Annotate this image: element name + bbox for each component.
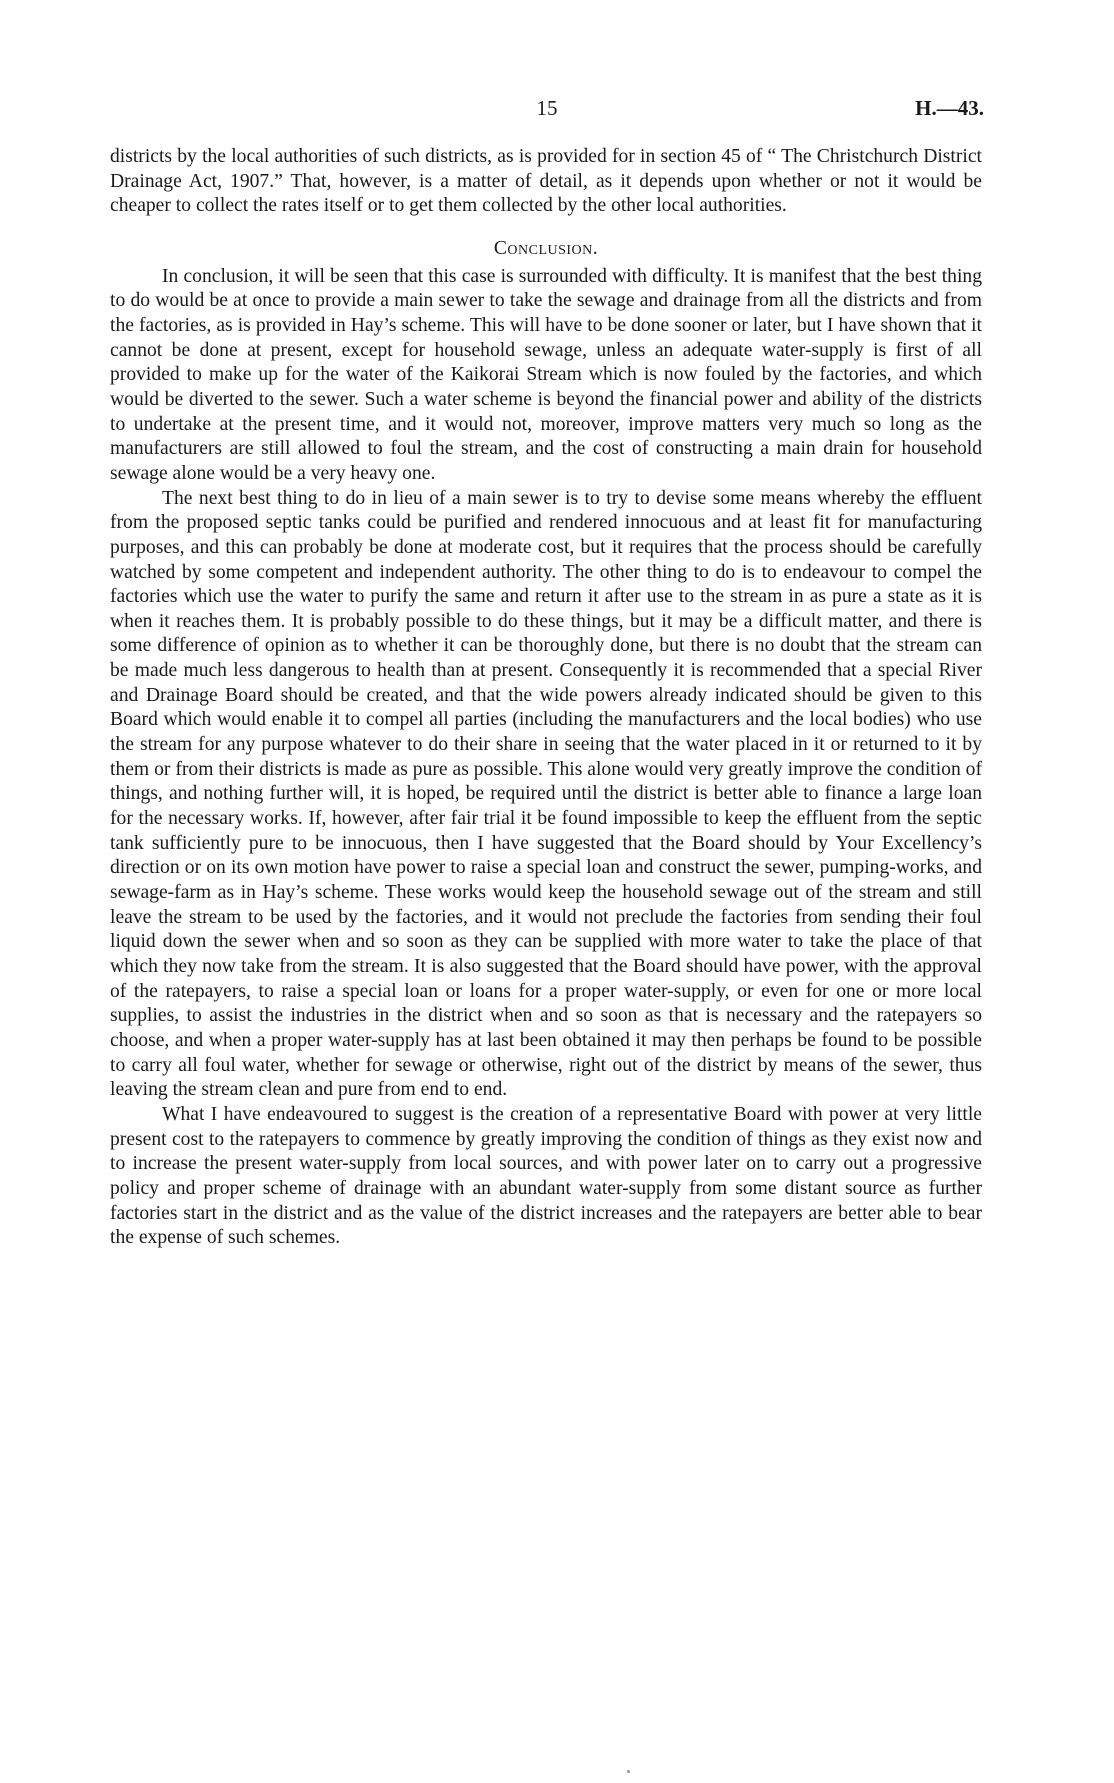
stray-ink-mark (627, 1770, 630, 1773)
paragraph: What I have endeavoured to suggest is the creation of a representative Board with power at very little present cost to the ratepayers to commence by greatly improving the condition of things as they exist now and to increase the present water-supply from local sources, and with power later on to carry out a progressive policy and proper scheme of drainage with an abundant water-supply from some distant source as further factories start in the district and as the value of the district increases and the ratepayers are better able to bear the expense of such schemes. (110, 1103, 982, 1249)
page-header (110, 96, 984, 126)
paragraph: In conclusion, it will be seen that this case is surrounded with difficulty. It is manifest that the best thing to do would be at once to provide a main sewer to take the sewage and drainage from all the districts and from the factories, as is provided in Hay’s scheme. This will have to be done sooner or later, but I have shown that it cannot be done at present, except for household sewage, unless an adequate water-supply is first of all provided to make up for the water of the Kaikorai Stream which is now fouled by the factories, and which would be diverted to the sewer. Such a water scheme is beyond the financial power and ability of the districts to undertake at the present time, and it would not, moreover, improve matters very much so long as the manufacturers are still allowed to foul the stream, and the cost of constructing a main drain for household sewage alone would be a very heavy one. (110, 265, 982, 484)
continuation-paragraph: districts by the local authorities of such districts, as is provided for in section 45 of “ The Christchurch District Drainage Act, 1907.” That, however, is a matter of detail, as it depends upon whether or not it would be cheaper to collect the rates itself or to get them collected by the other local authorities. (110, 146, 982, 217)
paragraph: The next best thing to do in lieu of a main sewer is to try to devise some means whereby the effluent from the proposed septic tanks could be purified and rendered innocuous and at least fit for manufacturing purposes, and this can probably be done at moderate cost, but it requires that the process should be carefully watched by some competent and independent authority. The other thing to do is to endeavour to compel the factories which use the water to purify the same and return it after use to the stream in as pure a state as it is when it reaches them. It is probably possible to do these things, but it may be a difficult matter, and there is some difference of opinion as to whether it can be thoroughly done, but there is no doubt that the stream can be made much less dangerous to health than at present. Consequently it is recommended that a special River and Drainage Board should be created, and that the wide powers already indicated should be given to this Board which would enable it to compel all parties (including the manufacturers and the local bodies) who use the stream for any purpose whatever to do their share in seeing that the water placed in it or returned to it by them or from their districts is made as pure as possible. This alone would very greatly improve the condition of things, and nothing further will, it is hoped, be required until the district is better able to finance a large loan for the necessary works. If, however, after fair trial it be found impossible to keep the effluent from the septic tank sufficiently pure to be innocuous, then I have suggested that the Board should by Your Excellency’s direction or on its own motion have power to raise a special loan and construct the sewer, pumping-works, and sewage-farm as in Hay’s scheme. These works would keep the household sewage out of the stream and still leave the stream to be used by the factories, and it would not preclude the factories from sending their foul liquid down the sewer when and so soon as they can be supplied with more water to take the place of that which they now take from the stream. It is also suggested that the Board should have power, with the approval of the ratepayers, to raise a special loan or loans for a proper water-supply, or even for one or more local supplies, to assist the industries in the district when and so soon as that is necessary and the ratepayers so choose, and when a proper water-supply has at last been obtained it may then perhaps be found to be possible to carry all foul water, whether for sewage or otherwise, right out of the district by means of the sewer, thus leaving the stream clean and pure from end to end. (110, 487, 982, 1101)
body-text (110, 145, 982, 1251)
page-number: 15 (536, 96, 558, 120)
section-heading: Conclusion. (493, 237, 599, 259)
document-reference: H.—43. (915, 96, 984, 120)
